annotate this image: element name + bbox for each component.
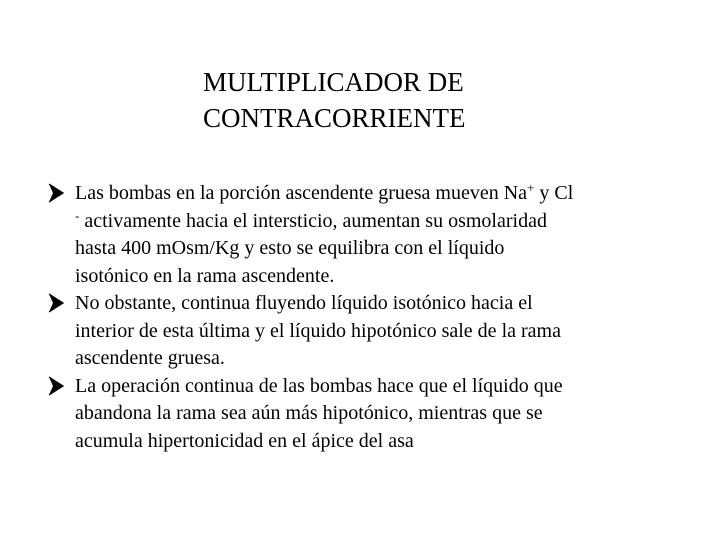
bullet-line: acumula hipertonicidad en el ápice del asa bbox=[75, 429, 414, 452]
arrowhead-bullet-icon bbox=[48, 293, 64, 313]
bullet-text: activamente hacia el intersticio, aumentan su osmolaridad bbox=[79, 209, 547, 232]
bullet-line: abandona la rama sea aún más hipotónico, mientras que se bbox=[75, 402, 543, 424]
bullet-line: ascendente gruesa. bbox=[75, 347, 225, 369]
bullet-text: Las bombas en la porción ascendente gruesa mueven Na bbox=[75, 182, 528, 204]
superscript-minus: - bbox=[75, 207, 80, 223]
arrowhead-bullet-icon bbox=[48, 376, 64, 396]
bullet-line bbox=[75, 208, 696, 236]
bullet-line: La operación continua de las bombas hace que el líquido que bbox=[75, 374, 563, 397]
bullet-item bbox=[46, 290, 696, 373]
title-line-1: MULTIPLICADOR DE bbox=[203, 67, 464, 97]
bullet-line bbox=[75, 180, 696, 208]
slide-title bbox=[203, 64, 683, 136]
bullet-line: isotónico en la rama ascendente. bbox=[75, 264, 335, 287]
bullet-line: interior de esta última y el líquido hipotónico sale de la rama bbox=[75, 319, 561, 342]
bullet-text: y Cl bbox=[534, 182, 574, 204]
bullet-list bbox=[46, 180, 696, 455]
superscript-plus: + bbox=[527, 180, 535, 195]
bullet-item bbox=[46, 373, 696, 456]
bullet-item bbox=[46, 180, 696, 290]
arrowhead-bullet-icon bbox=[48, 183, 64, 203]
title-line-2: CONTRACORRIENTE bbox=[203, 103, 466, 133]
bullet-line: hasta 400 mOsm/Kg y esto se equilibra con el líquido bbox=[75, 237, 505, 259]
bullet-line: No obstante, continua fluyendo líquido isotónico hacia el bbox=[75, 292, 533, 314]
